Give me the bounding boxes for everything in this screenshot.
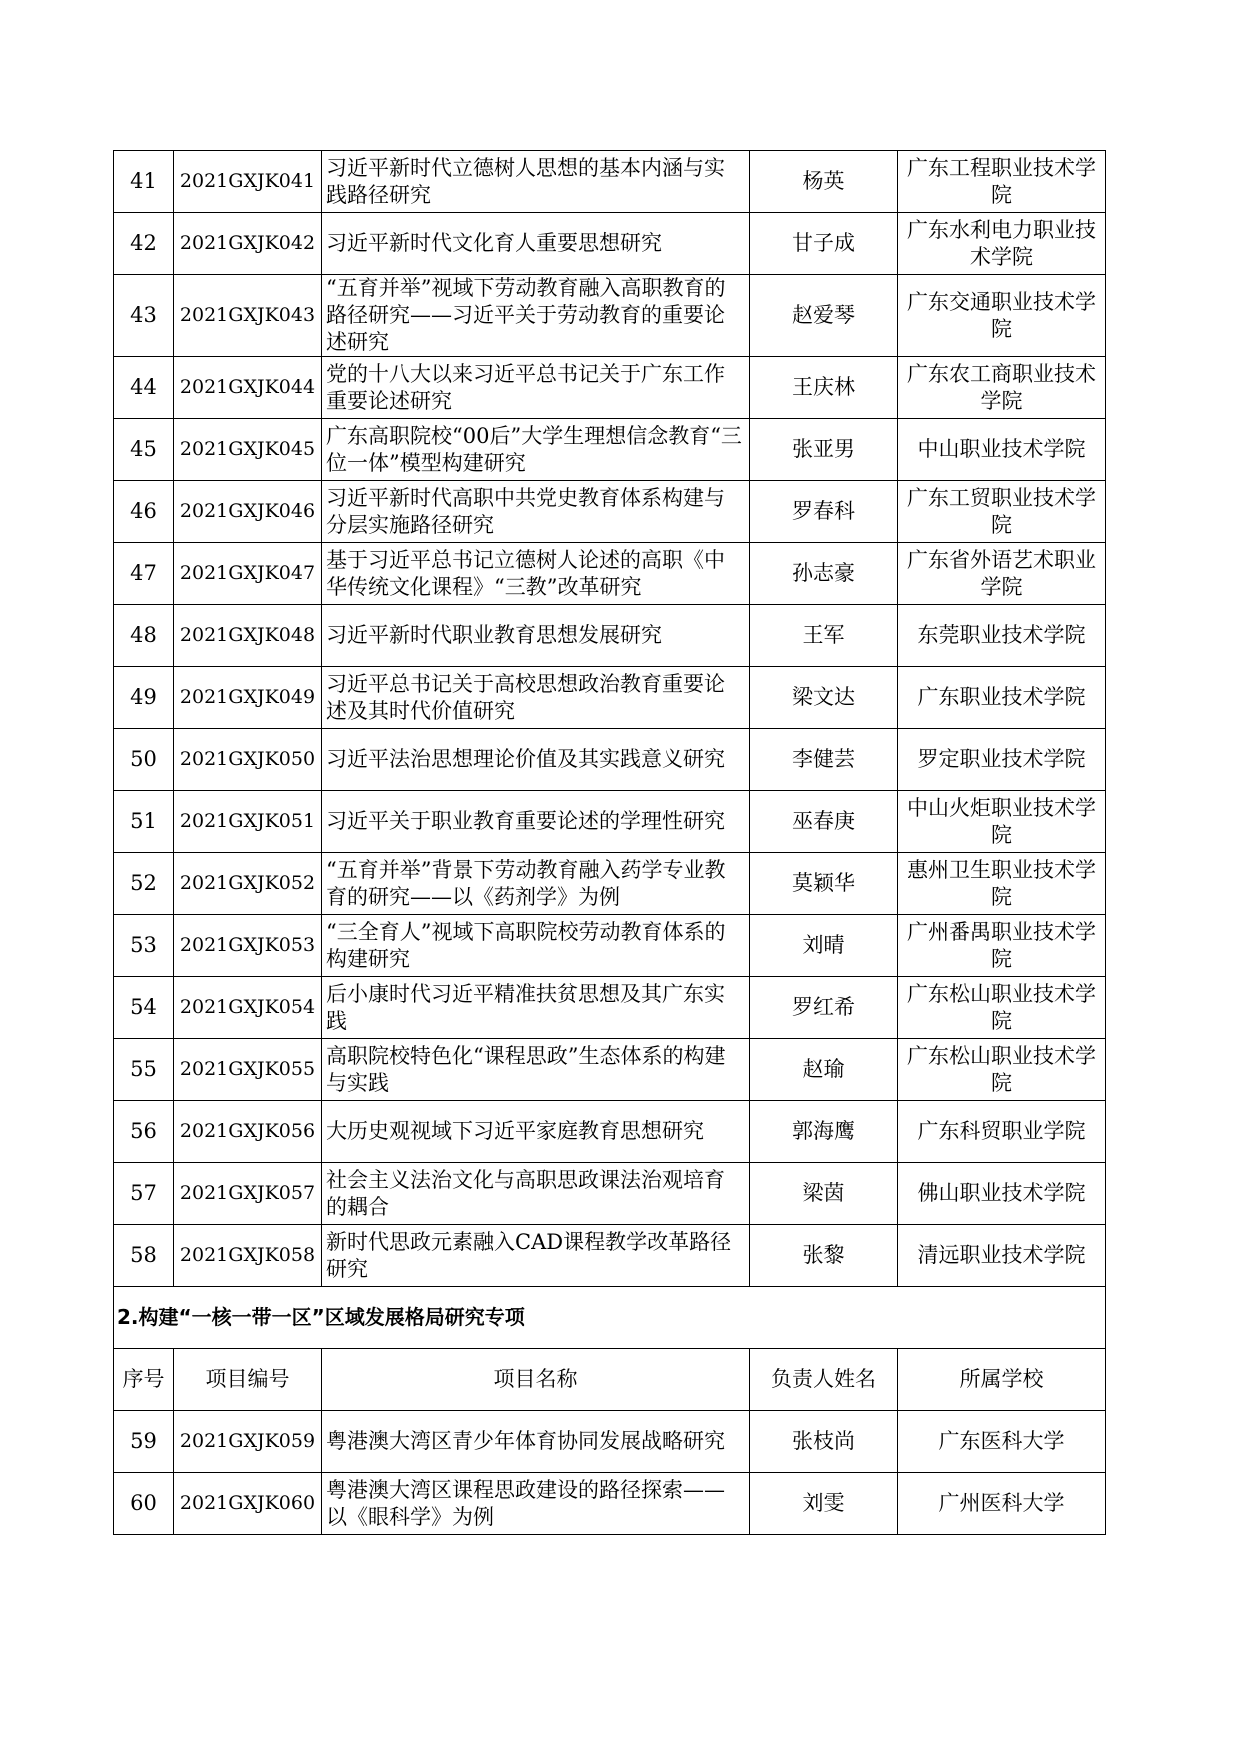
cell-no: 54	[114, 977, 174, 1039]
cell-leader: 刘晴	[750, 915, 898, 977]
cell-school: 东莞职业技术学院	[898, 605, 1106, 667]
cell-code: 2021GXJK046	[174, 481, 322, 543]
cell-school: 中山火炬职业技术学院	[898, 791, 1106, 853]
cell-title: 粤港澳大湾区课程思政建设的路径探索——以《眼科学》为例	[322, 1473, 750, 1535]
cell-code: 2021GXJK052	[174, 853, 322, 915]
table-row	[114, 605, 1106, 667]
cell-no: 53	[114, 915, 174, 977]
cell-code: 2021GXJK055	[174, 1039, 322, 1101]
cell-leader: 张亚男	[750, 419, 898, 481]
table-row	[114, 729, 1106, 791]
header-code: 项目编号	[174, 1349, 322, 1411]
cell-leader: 罗红希	[750, 977, 898, 1039]
section-row	[114, 1287, 1106, 1349]
cell-title: “五育并举”背景下劳动教育融入药学专业教育的研究——以《药剂学》为例	[322, 853, 750, 915]
cell-title: 基于习近平总书记立德树人论述的高职《中华传统文化课程》“三教”改革研究	[322, 543, 750, 605]
table-row	[114, 853, 1106, 915]
cell-code: 2021GXJK048	[174, 605, 322, 667]
cell-school: 广东省外语艺术职业学院	[898, 543, 1106, 605]
cell-school: 广东工贸职业技术学院	[898, 481, 1106, 543]
cell-school: 广州番禺职业技术学院	[898, 915, 1106, 977]
cell-no: 46	[114, 481, 174, 543]
cell-no: 41	[114, 151, 174, 213]
cell-title: 习近平法治思想理论价值及其实践意义研究	[322, 729, 750, 791]
cell-no: 57	[114, 1163, 174, 1225]
table-row	[114, 357, 1106, 419]
cell-title: 习近平新时代职业教育思想发展研究	[322, 605, 750, 667]
cell-title: “三全育人”视域下高职院校劳动教育体系的构建研究	[322, 915, 750, 977]
cell-school: 广东农工商职业技术学院	[898, 357, 1106, 419]
cell-leader: 罗春科	[750, 481, 898, 543]
cell-leader: 王庆林	[750, 357, 898, 419]
cell-title: 大历史观视域下习近平家庭教育思想研究	[322, 1101, 750, 1163]
cell-leader: 张黎	[750, 1225, 898, 1287]
cell-leader: 赵瑜	[750, 1039, 898, 1101]
cell-leader: 甘子成	[750, 213, 898, 275]
cell-leader: 梁茵	[750, 1163, 898, 1225]
cell-no: 45	[114, 419, 174, 481]
cell-code: 2021GXJK057	[174, 1163, 322, 1225]
project-table	[113, 150, 1106, 1535]
cell-school: 广东松山职业技术学院	[898, 1039, 1106, 1101]
cell-leader: 李健芸	[750, 729, 898, 791]
cell-code: 2021GXJK054	[174, 977, 322, 1039]
table-row	[114, 1101, 1106, 1163]
cell-leader: 莫颖华	[750, 853, 898, 915]
cell-code: 2021GXJK060	[174, 1473, 322, 1535]
table-row	[114, 1225, 1106, 1287]
cell-leader: 王军	[750, 605, 898, 667]
cell-leader: 孙志豪	[750, 543, 898, 605]
table-row	[114, 213, 1106, 275]
cell-no: 42	[114, 213, 174, 275]
cell-leader: 刘雯	[750, 1473, 898, 1535]
cell-leader: 杨英	[750, 151, 898, 213]
cell-code: 2021GXJK056	[174, 1101, 322, 1163]
cell-no: 58	[114, 1225, 174, 1287]
cell-code: 2021GXJK053	[174, 915, 322, 977]
cell-title: 党的十八大以来习近平总书记关于广东工作重要论述研究	[322, 357, 750, 419]
cell-school: 中山职业技术学院	[898, 419, 1106, 481]
table-row	[114, 915, 1106, 977]
table-row	[114, 977, 1106, 1039]
table-row	[114, 667, 1106, 729]
cell-leader: 赵爱琴	[750, 275, 898, 357]
cell-school: 广东交通职业技术学院	[898, 275, 1106, 357]
cell-title: 习近平总书记关于高校思想政治教育重要论述及其时代价值研究	[322, 667, 750, 729]
cell-title: 高职院校特色化“课程思政”生态体系的构建与实践	[322, 1039, 750, 1101]
cell-title: 习近平新时代立德树人思想的基本内涵与实践路径研究	[322, 151, 750, 213]
header-school: 所属学校	[898, 1349, 1106, 1411]
cell-school: 广东科贸职业学院	[898, 1101, 1106, 1163]
header-row	[114, 1349, 1106, 1411]
cell-title: 新时代思政元素融入CAD课程教学改革路径研究	[322, 1225, 750, 1287]
table-body-part1	[114, 151, 1106, 1287]
header-leader: 负责人姓名	[750, 1349, 898, 1411]
cell-leader: 巫春庚	[750, 791, 898, 853]
cell-school: 广东工程职业技术学院	[898, 151, 1106, 213]
table-row	[114, 481, 1106, 543]
table-row	[114, 275, 1106, 357]
cell-no: 55	[114, 1039, 174, 1101]
cell-no: 51	[114, 791, 174, 853]
table-row	[114, 791, 1106, 853]
cell-school: 广东医科大学	[898, 1411, 1106, 1473]
cell-code: 2021GXJK042	[174, 213, 322, 275]
cell-title: 社会主义法治文化与高职思政课法治观培育的耦合	[322, 1163, 750, 1225]
cell-code: 2021GXJK043	[174, 275, 322, 357]
table-body-part2	[114, 1411, 1106, 1535]
cell-leader: 梁文达	[750, 667, 898, 729]
section-title: 2.构建“一核一带一区”区域发展格局研究专项	[114, 1287, 1106, 1349]
cell-code: 2021GXJK044	[174, 357, 322, 419]
table-row	[114, 1411, 1106, 1473]
cell-title: 粤港澳大湾区青少年体育协同发展战略研究	[322, 1411, 750, 1473]
cell-school: 广州医科大学	[898, 1473, 1106, 1535]
cell-code: 2021GXJK047	[174, 543, 322, 605]
cell-code: 2021GXJK045	[174, 419, 322, 481]
section-block	[114, 1287, 1106, 1411]
cell-code: 2021GXJK059	[174, 1411, 322, 1473]
table-row	[114, 1039, 1106, 1101]
cell-school: 广东职业技术学院	[898, 667, 1106, 729]
cell-no: 49	[114, 667, 174, 729]
table-row	[114, 419, 1106, 481]
cell-no: 48	[114, 605, 174, 667]
cell-no: 47	[114, 543, 174, 605]
cell-title: “五育并举”视域下劳动教育融入高职教育的路径研究——习近平关于劳动教育的重要论述研究	[322, 275, 750, 357]
cell-code: 2021GXJK051	[174, 791, 322, 853]
cell-leader: 张枝尚	[750, 1411, 898, 1473]
table-row	[114, 1163, 1106, 1225]
cell-title: 广东高职院校“00后”大学生理想信念教育“三位一体”模型构建研究	[322, 419, 750, 481]
cell-school: 惠州卫生职业技术学院	[898, 853, 1106, 915]
cell-no: 44	[114, 357, 174, 419]
table-row	[114, 151, 1106, 213]
cell-title: 后小康时代习近平精准扶贫思想及其广东实践	[322, 977, 750, 1039]
cell-code: 2021GXJK050	[174, 729, 322, 791]
cell-school: 广东松山职业技术学院	[898, 977, 1106, 1039]
cell-school: 广东水利电力职业技术学院	[898, 213, 1106, 275]
header-no: 序号	[114, 1349, 174, 1411]
cell-code: 2021GXJK049	[174, 667, 322, 729]
cell-leader: 郭海鹰	[750, 1101, 898, 1163]
cell-school: 清远职业技术学院	[898, 1225, 1106, 1287]
cell-no: 52	[114, 853, 174, 915]
cell-no: 43	[114, 275, 174, 357]
cell-title: 习近平新时代文化育人重要思想研究	[322, 213, 750, 275]
cell-school: 罗定职业技术学院	[898, 729, 1106, 791]
header-title: 项目名称	[322, 1349, 750, 1411]
cell-no: 50	[114, 729, 174, 791]
cell-school: 佛山职业技术学院	[898, 1163, 1106, 1225]
cell-code: 2021GXJK041	[174, 151, 322, 213]
cell-code: 2021GXJK058	[174, 1225, 322, 1287]
cell-no: 59	[114, 1411, 174, 1473]
table-row	[114, 543, 1106, 605]
cell-title: 习近平关于职业教育重要论述的学理性研究	[322, 791, 750, 853]
cell-no: 60	[114, 1473, 174, 1535]
table-row	[114, 1473, 1106, 1535]
cell-title: 习近平新时代高职中共党史教育体系构建与分层实施路径研究	[322, 481, 750, 543]
cell-no: 56	[114, 1101, 174, 1163]
